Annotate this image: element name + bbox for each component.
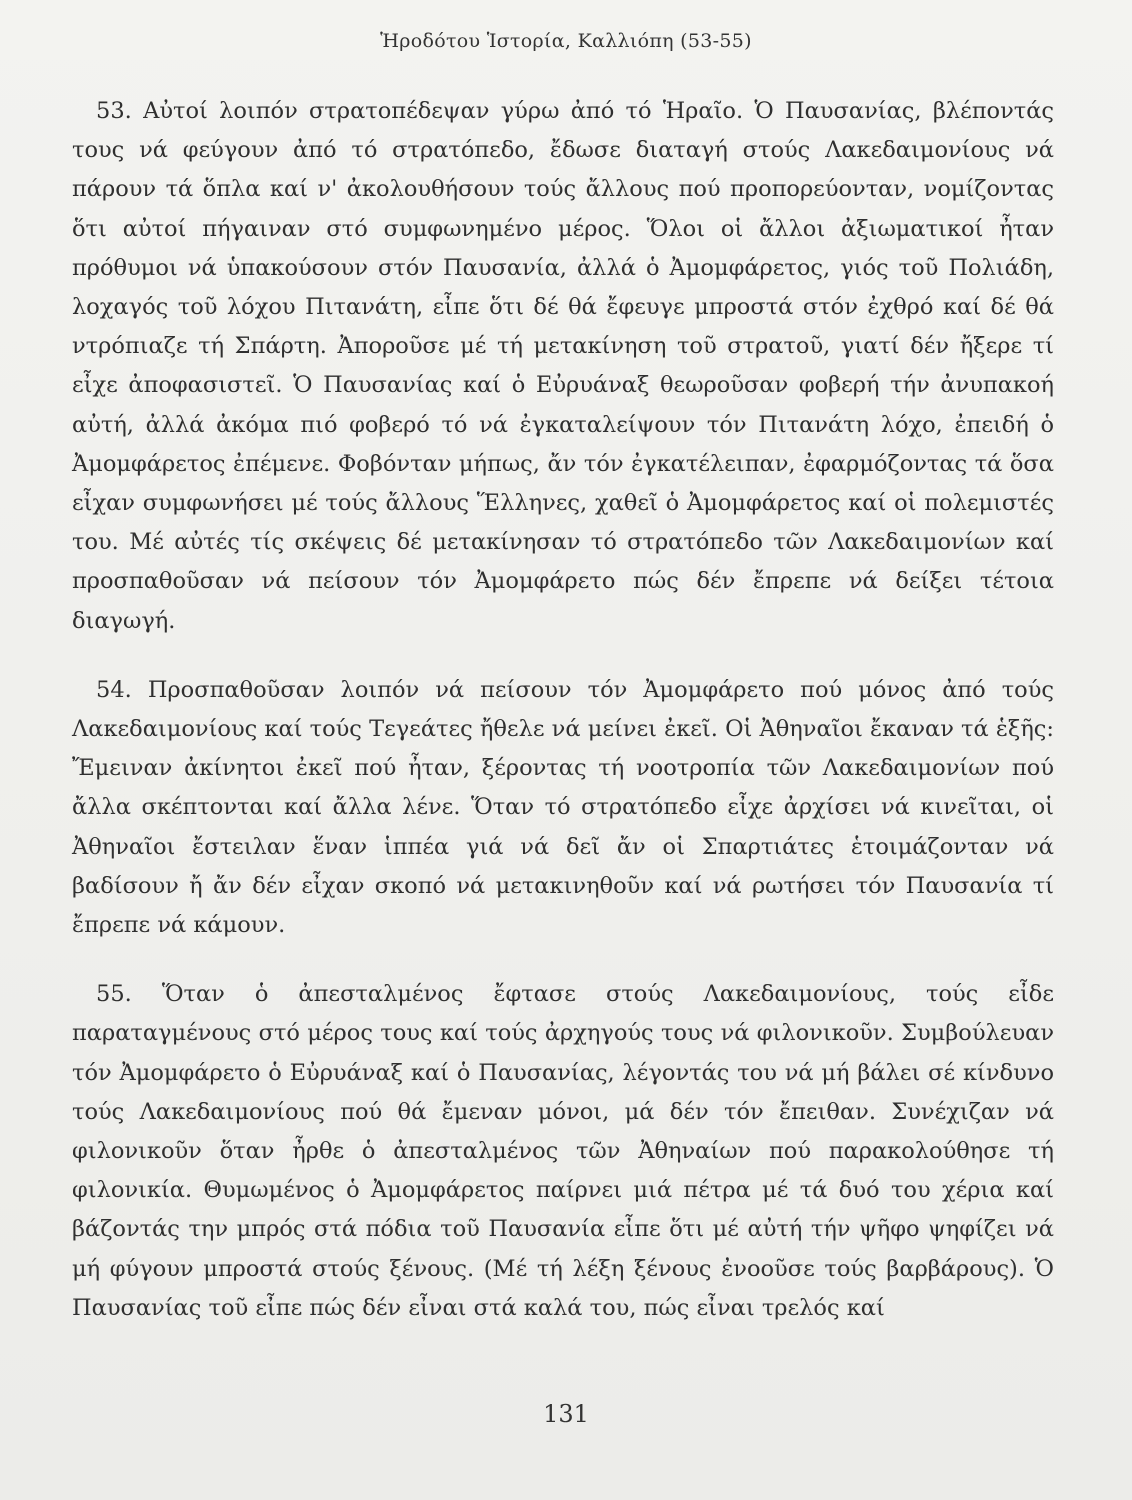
paragraph-55 — [72, 975, 1054, 1328]
paragraph-54 — [72, 671, 1054, 945]
paragraph-text: Αὐτοί λοιπόν στρατοπέδεψαν γύρω ἀπό τό Ἡραῖο. Ὁ Παυσανίας, βλέποντάς τους νά φεύγουν ἀπό τό στρατόπεδο, ἔδωσε διαταγή στούς Λακεδαιμονίους νά πάρουν τά ὅπλα καί ν' ἀκολουθήσουν τούς ἄλλους πού προπορεύονταν, νομίζοντας ὅτι αὐτοί πήγαιναν στό συμφωνημένο μέρος. Ὅλοι οἱ ἄλλοι ἀξιωματικοί ἦταν πρόθυμοι νά ὑπακούσουν στόν Παυσανία, ἀλλά ὁ Ἀμομφάρετος, γιός τοῦ Πολιάδη, λοχαγός τοῦ λόχου Πιτανάτη, εἶπε ὅτι δέ θά ἔφευγε μπροστά στόν ἐχθρό καί δέ θά ντρόπιαζε τή Σπάρτη. Ἀποροῦσε μέ τή μετακίνηση τοῦ στρατοῦ, γιατί δέν ἤξερε τί εἶχε ἀποφασιστεῖ. Ὁ Παυσανίας καί ὁ Εὐρυάναξ θεωροῦσαν φοβερή τήν ἀνυπακοή αὐτή, ἀλλά ἀκόμα πιό φοβερό τό νά ἐγκαταλείψουν τόν Πιτανάτη λόχο, ἐπειδή ὁ Ἀμομφάρετος ἐπέμενε. Φοβόνταν μήπως, ἄν τόν ἐγκατέλειπαν, ἐφαρμόζοντας τά ὅσα εἶχαν συμφωνήσει μέ τούς ἄλλους Ἕλληνες, χαθεῖ ὁ Ἀμομφάρετος καί οἱ πολεμιστές του. Μέ αὐτές τίς σκέψεις δέ μετακίνησαν τό στρατόπεδο τῶν Λακεδαιμονίων καί προσπαθοῦσαν νά πείσουν τόν Ἀμομφάρετο πώς δέν ἔπρεπε νά δείξει τέτοια διαγωγή. — [72, 98, 1054, 634]
paragraph-number: 55. — [96, 981, 132, 1008]
paragraph-number: 54. — [96, 676, 132, 703]
paragraph-53 — [72, 92, 1054, 641]
body-text — [72, 92, 1054, 1328]
paragraph-number: 53. — [96, 98, 132, 124]
paragraph-text: Ὅταν ὁ ἀπεσταλμένος ἔφτασε στούς Λακεδαιμονίους, τούς εἶδε παραταγμένους στό μέρος τους καί τούς ἀρχηγούς τους νά φιλονικοῦν. Συμβούλευαν τόν Ἀμομφάρετο ὁ Εὐρυάναξ καί ὁ Παυσανίας, λέγοντάς του νά μή βάλει σέ κίνδυνο τούς Λακεδαιμονίους πού θά ἔμεναν μόνοι, μά δέν τόν ἔπειθαν. Συνέχιζαν νά φιλονικοῦν ὅταν ἦρθε ὁ ἀπεσταλμένος τῶν Ἀθηναίων πού παρακολούθησε τή φιλονικία. Θυμωμένος ὁ Ἀμομφάρετος παίρνει μιά πέτρα μέ τά δυό του χέρια καί βάζοντάς την μπρός στά πόδια τοῦ Παυσανία εἶπε ὅτι μέ αὐτή τήν ψῆφο ψηφίζει νά μή φύγουν μπροστά στούς ξένους. (Μέ τή λέξη ξένους ἐνοοῦσε τούς βαρβάρους). Ὁ Παυσανίας τοῦ εἶπε πώς δέν εἶναι στά καλά του, πώς εἶναι τρελός καί — [72, 981, 1054, 1321]
paragraph-text: Προσπαθοῦσαν λοιπόν νά πείσουν τόν Ἀμομφάρετο πού μόνος ἀπό τούς Λακεδαιμονίους καί τούς Τεγεάτες ἤθελε νά μείνει ἐκεῖ. Οἱ Ἀθηναῖοι ἔκαναν τά ἑξῆς: Ἔμειναν ἀκίνητοι ἐκεῖ πού ἦταν, ξέροντας τή νοοτροπία τῶν Λακεδαιμονίων πού ἄλλα σκέπτονται καί ἄλλα λένε. Ὅταν τό στρατόπεδο εἶχε ἀρχίσει νά κινεῖται, οἱ Ἀθηναῖοι ἔστειλαν ἕναν ἱππέα γιά νά δεῖ ἄν οἱ Σπαρτιάτες ἑτοιμάζονταν νά βαδίσουν ἤ ἄν δέν εἶχαν σκοπό νά μετακινηθοῦν καί νά ρωτήσει τόν Παυσανία τί ἔπρεπε νά κάμουν. — [72, 676, 1054, 939]
page-number: 131 — [543, 1400, 589, 1428]
running-header: Ἡροδότου Ἱστορία, Καλλιόπη (53-55) — [380, 30, 752, 52]
